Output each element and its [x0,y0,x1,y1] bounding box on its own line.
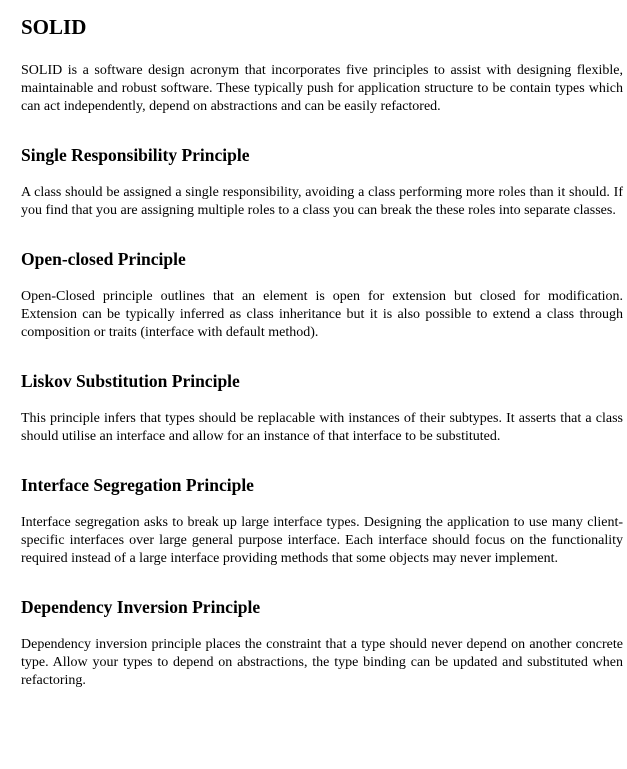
section-body: Interface segregation asks to break up large interface types. Designing the application to use many client-specific interfaces over large general purpose interface. Each interface should focus on the functionality required instead of a large interface providing methods that some objects may never implement. [21,515,623,566]
section-body: This principle infers that types should be replacable with instances of their subtypes. It asserts that a class should utilise an interface and allow for an instance of that interface to be substituted. [21,411,623,444]
section-body: A class should be assigned a single responsibility, avoiding a class performing more roles than it should. If you find that you are assigning multiple roles to a class you can break the these roles into separate classes. [21,185,623,218]
section-open-closed [21,248,623,342]
section-heading: Single Responsibility Principle [21,145,250,165]
intro-paragraph: SOLID is a software design acronym that incorporates five principles to assist with designing flexible, maintainable and robust software. These typically push for application structure to be contain types which can act independently, depend on abstractions and can be easily refactored. [21,63,623,114]
section-dependency-inversion [21,596,623,690]
section-body: Open-Closed principle outlines that an element is open for extension but closed for modification. Extension can be typically inferred as class inheritance but it is also possible to extend a class through composition or traits (interface with default method). [21,289,623,340]
section-single-responsibility [21,144,623,220]
section-liskov-substitution [21,370,623,446]
section-body: Dependency inversion principle places the constraint that a type should never depend on another concrete type. Allow your types to depend on abstractions, the type binding can be updated and substituted when refactoring. [21,637,623,688]
section-heading: Open-closed Principle [21,249,186,269]
section-heading: Dependency Inversion Principle [21,597,261,617]
document-title: SOLID [21,15,87,39]
section-heading: Interface Segregation Principle [21,475,254,495]
section-interface-segregation [21,474,623,568]
section-heading: Liskov Substitution Principle [21,371,240,391]
